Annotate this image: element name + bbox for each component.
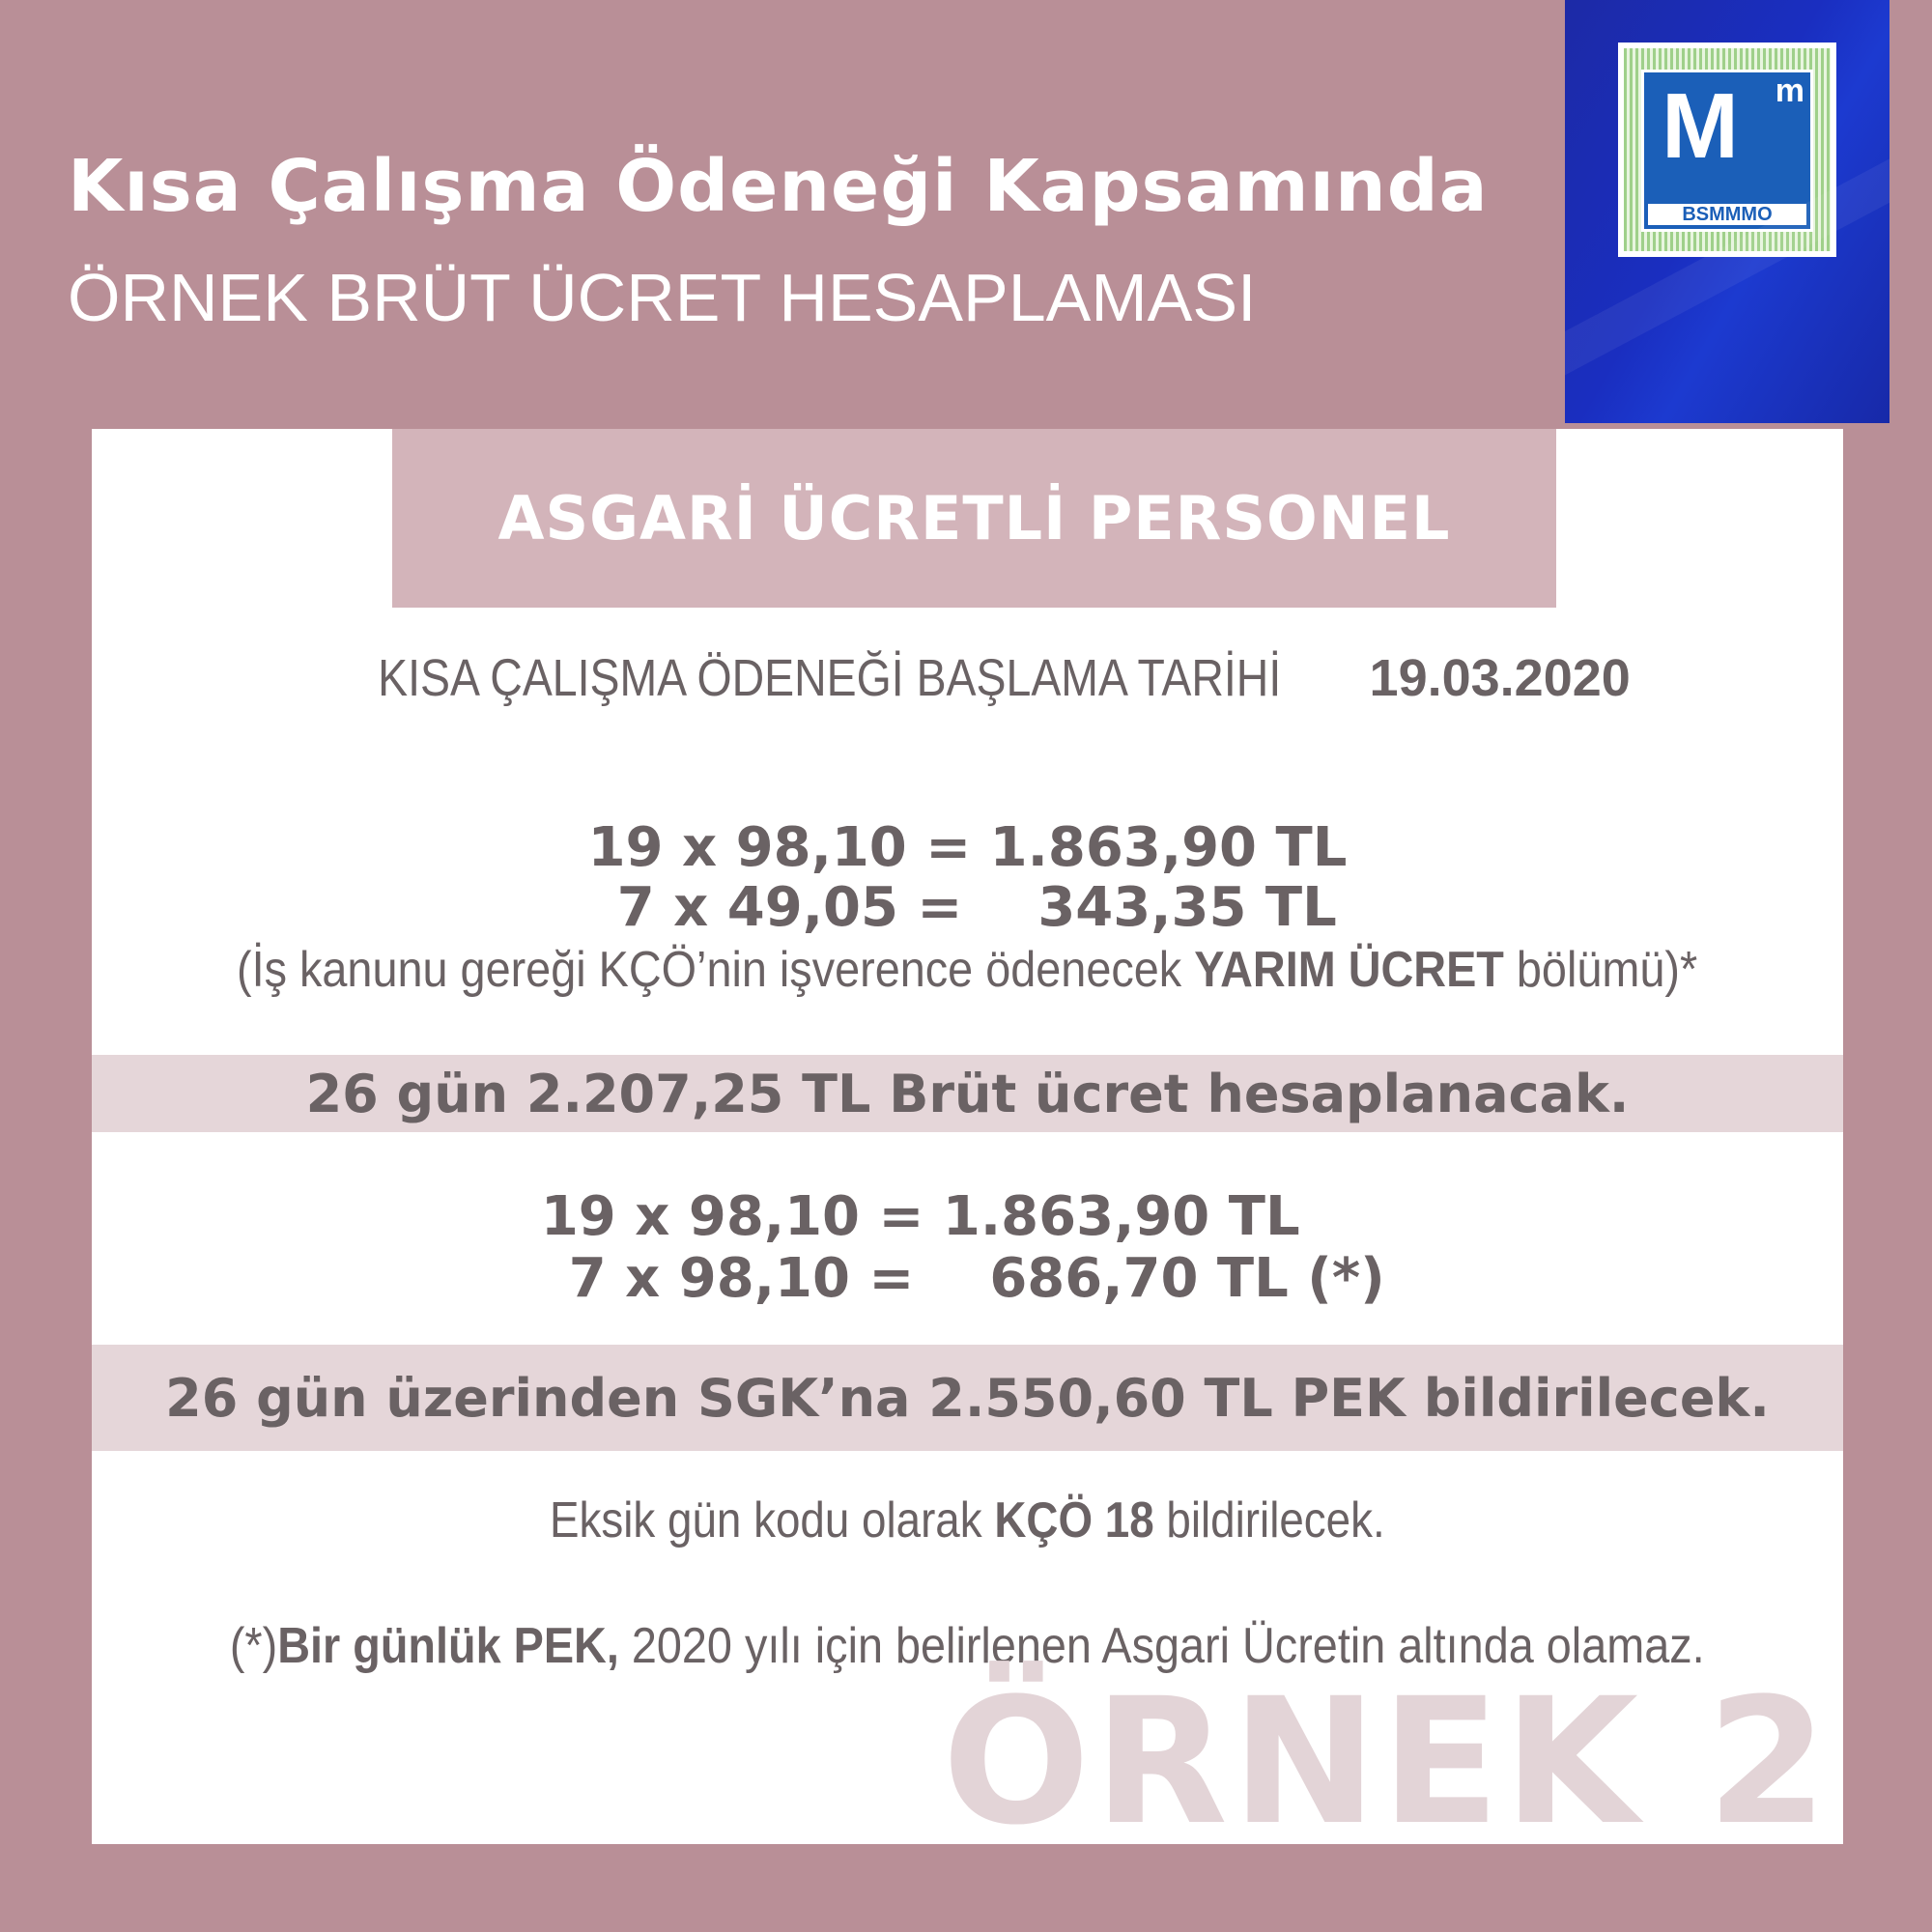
calc1-line2: 7 x 49,05 = 343,35 TL: [598, 876, 1337, 939]
start-date-label: KISA ÇALIŞMA ÖDENEĞİ BAŞLAMA TARİHİ: [378, 649, 1282, 707]
calc2-line2: 7 x 98,10 = 686,70 TL (*): [550, 1247, 1385, 1310]
logo-stripes: [1624, 48, 1831, 251]
calc2-line1: 19 x 98,10 = 1.863,90 TL: [540, 1185, 1395, 1248]
logo-text: BSMMMO: [1648, 204, 1806, 225]
footnote-rest: 2020 yılı için belirlenen Asgari Ücretin altında olamaz.: [632, 1618, 1705, 1674]
half-wage-note-suffix: bölümü)*: [1517, 942, 1698, 998]
gross-wage-band: 26 gün 2.207,25 TL Brüt ücret hesaplanacak.: [92, 1055, 1843, 1132]
page-subtitle: ÖRNEK BRÜT ÜCRET HESAPLAMASI: [68, 260, 1257, 335]
footnote-bold: Bir günlük PEK,: [277, 1618, 620, 1674]
half-wage-note-prefix: (İş kanunu gereği KÇÖ’nin işverence ödenecek: [237, 942, 1182, 998]
pek-band: 26 gün üzerinden SGK’na 2.550,60 TL PEK bildirilecek.: [92, 1345, 1843, 1451]
missing-day-suffix: bildirilecek.: [1166, 1492, 1385, 1548]
logo-panel: [1565, 0, 1889, 423]
content-card: [92, 429, 1843, 1863]
logo-small-letter: m: [1775, 72, 1804, 109]
start-date-value: 19.03.2020: [1369, 649, 1631, 707]
footnote-prefix: (*): [230, 1618, 278, 1674]
half-wage-note: [92, 941, 1843, 999]
section-title: ASGARİ ÜCRETLİ PERSONEL: [392, 429, 1556, 608]
page-title: Kısa Çalışma Ödeneği Kapsamında: [68, 145, 1489, 228]
missing-day-code-line: [92, 1492, 1843, 1549]
missing-day-prefix: Eksik gün kodu olarak: [550, 1492, 982, 1548]
logo-inner: [1641, 70, 1813, 232]
bsmmmo-logo: [1618, 43, 1836, 257]
calc1-line1: 19 x 98,10 = 1.863,90 TL: [587, 816, 1348, 879]
logo-letter: M: [1662, 74, 1739, 178]
missing-day-code: KÇÖ 18: [994, 1492, 1154, 1548]
example-watermark: ÖRNEK 2: [942, 1662, 1832, 1863]
start-date-line: [92, 648, 1843, 708]
half-wage-note-bold: YARIM ÜCRET: [1194, 942, 1505, 998]
